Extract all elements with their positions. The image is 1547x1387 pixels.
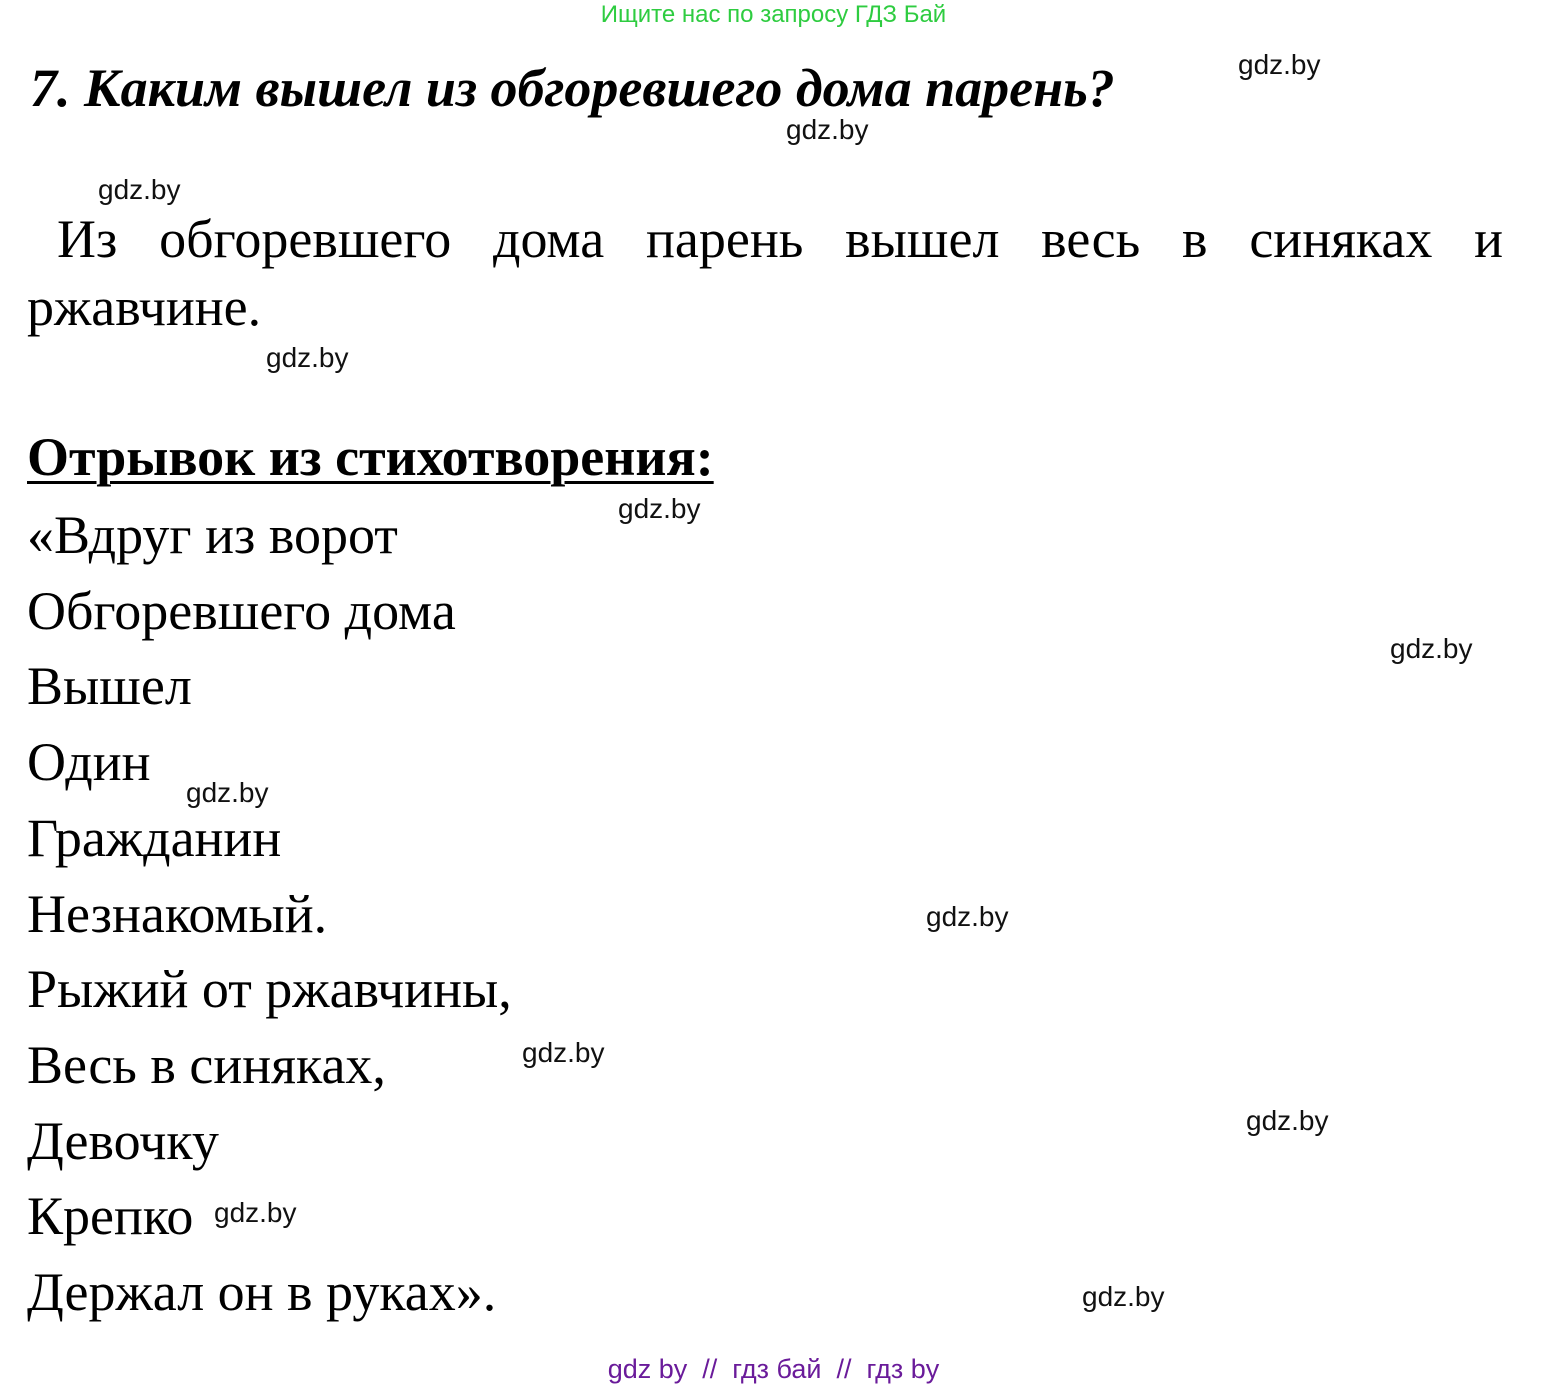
poem-line: Держал он в руках».: [27, 1262, 497, 1323]
footer-links: gdz by // гдз бай // гдз by: [607, 1354, 940, 1384]
poem-line: Рыжий от ржавчины,: [27, 959, 512, 1020]
poem-line: Вышел: [27, 656, 192, 717]
top-banner: Ищите нас по запросу ГДЗ Бай: [600, 1, 947, 28]
watermark: gdz.by: [214, 1197, 297, 1228]
poem-line: Весь в синяках,: [27, 1034, 386, 1095]
poem-line: Один: [27, 732, 151, 793]
watermark: gdz.by: [266, 342, 349, 373]
poem-heading: Отрывок из стихотворения:: [27, 427, 714, 487]
watermark: gdz.by: [1390, 633, 1473, 664]
watermark: gdz.by: [786, 114, 869, 145]
watermark: gdz.by: [522, 1037, 605, 1068]
question-heading: 7. Каким вышел из обгоревшего дома парень?: [30, 58, 1115, 118]
answer-paragraph: Из обгоревшего дома парень вышел весь в синяках и ржавчине.: [27, 209, 1503, 337]
watermark: gdz.by: [98, 174, 181, 205]
watermark: gdz.by: [618, 493, 701, 524]
watermark: gdz.by: [1246, 1105, 1329, 1136]
watermark: gdz.by: [1082, 1281, 1165, 1312]
watermark: gdz.by: [186, 777, 269, 808]
poem-line: Крепко: [27, 1186, 194, 1247]
poem-line: «Вдруг из ворот: [27, 505, 398, 565]
poem-line: Девочку: [27, 1110, 219, 1171]
poem-line: Гражданин: [27, 807, 282, 868]
watermark: gdz.by: [1238, 49, 1321, 80]
poem-line: Незнакомый.: [27, 883, 328, 944]
watermark: gdz.by: [926, 901, 1009, 932]
poem-line: Обгоревшего дома: [27, 580, 456, 641]
